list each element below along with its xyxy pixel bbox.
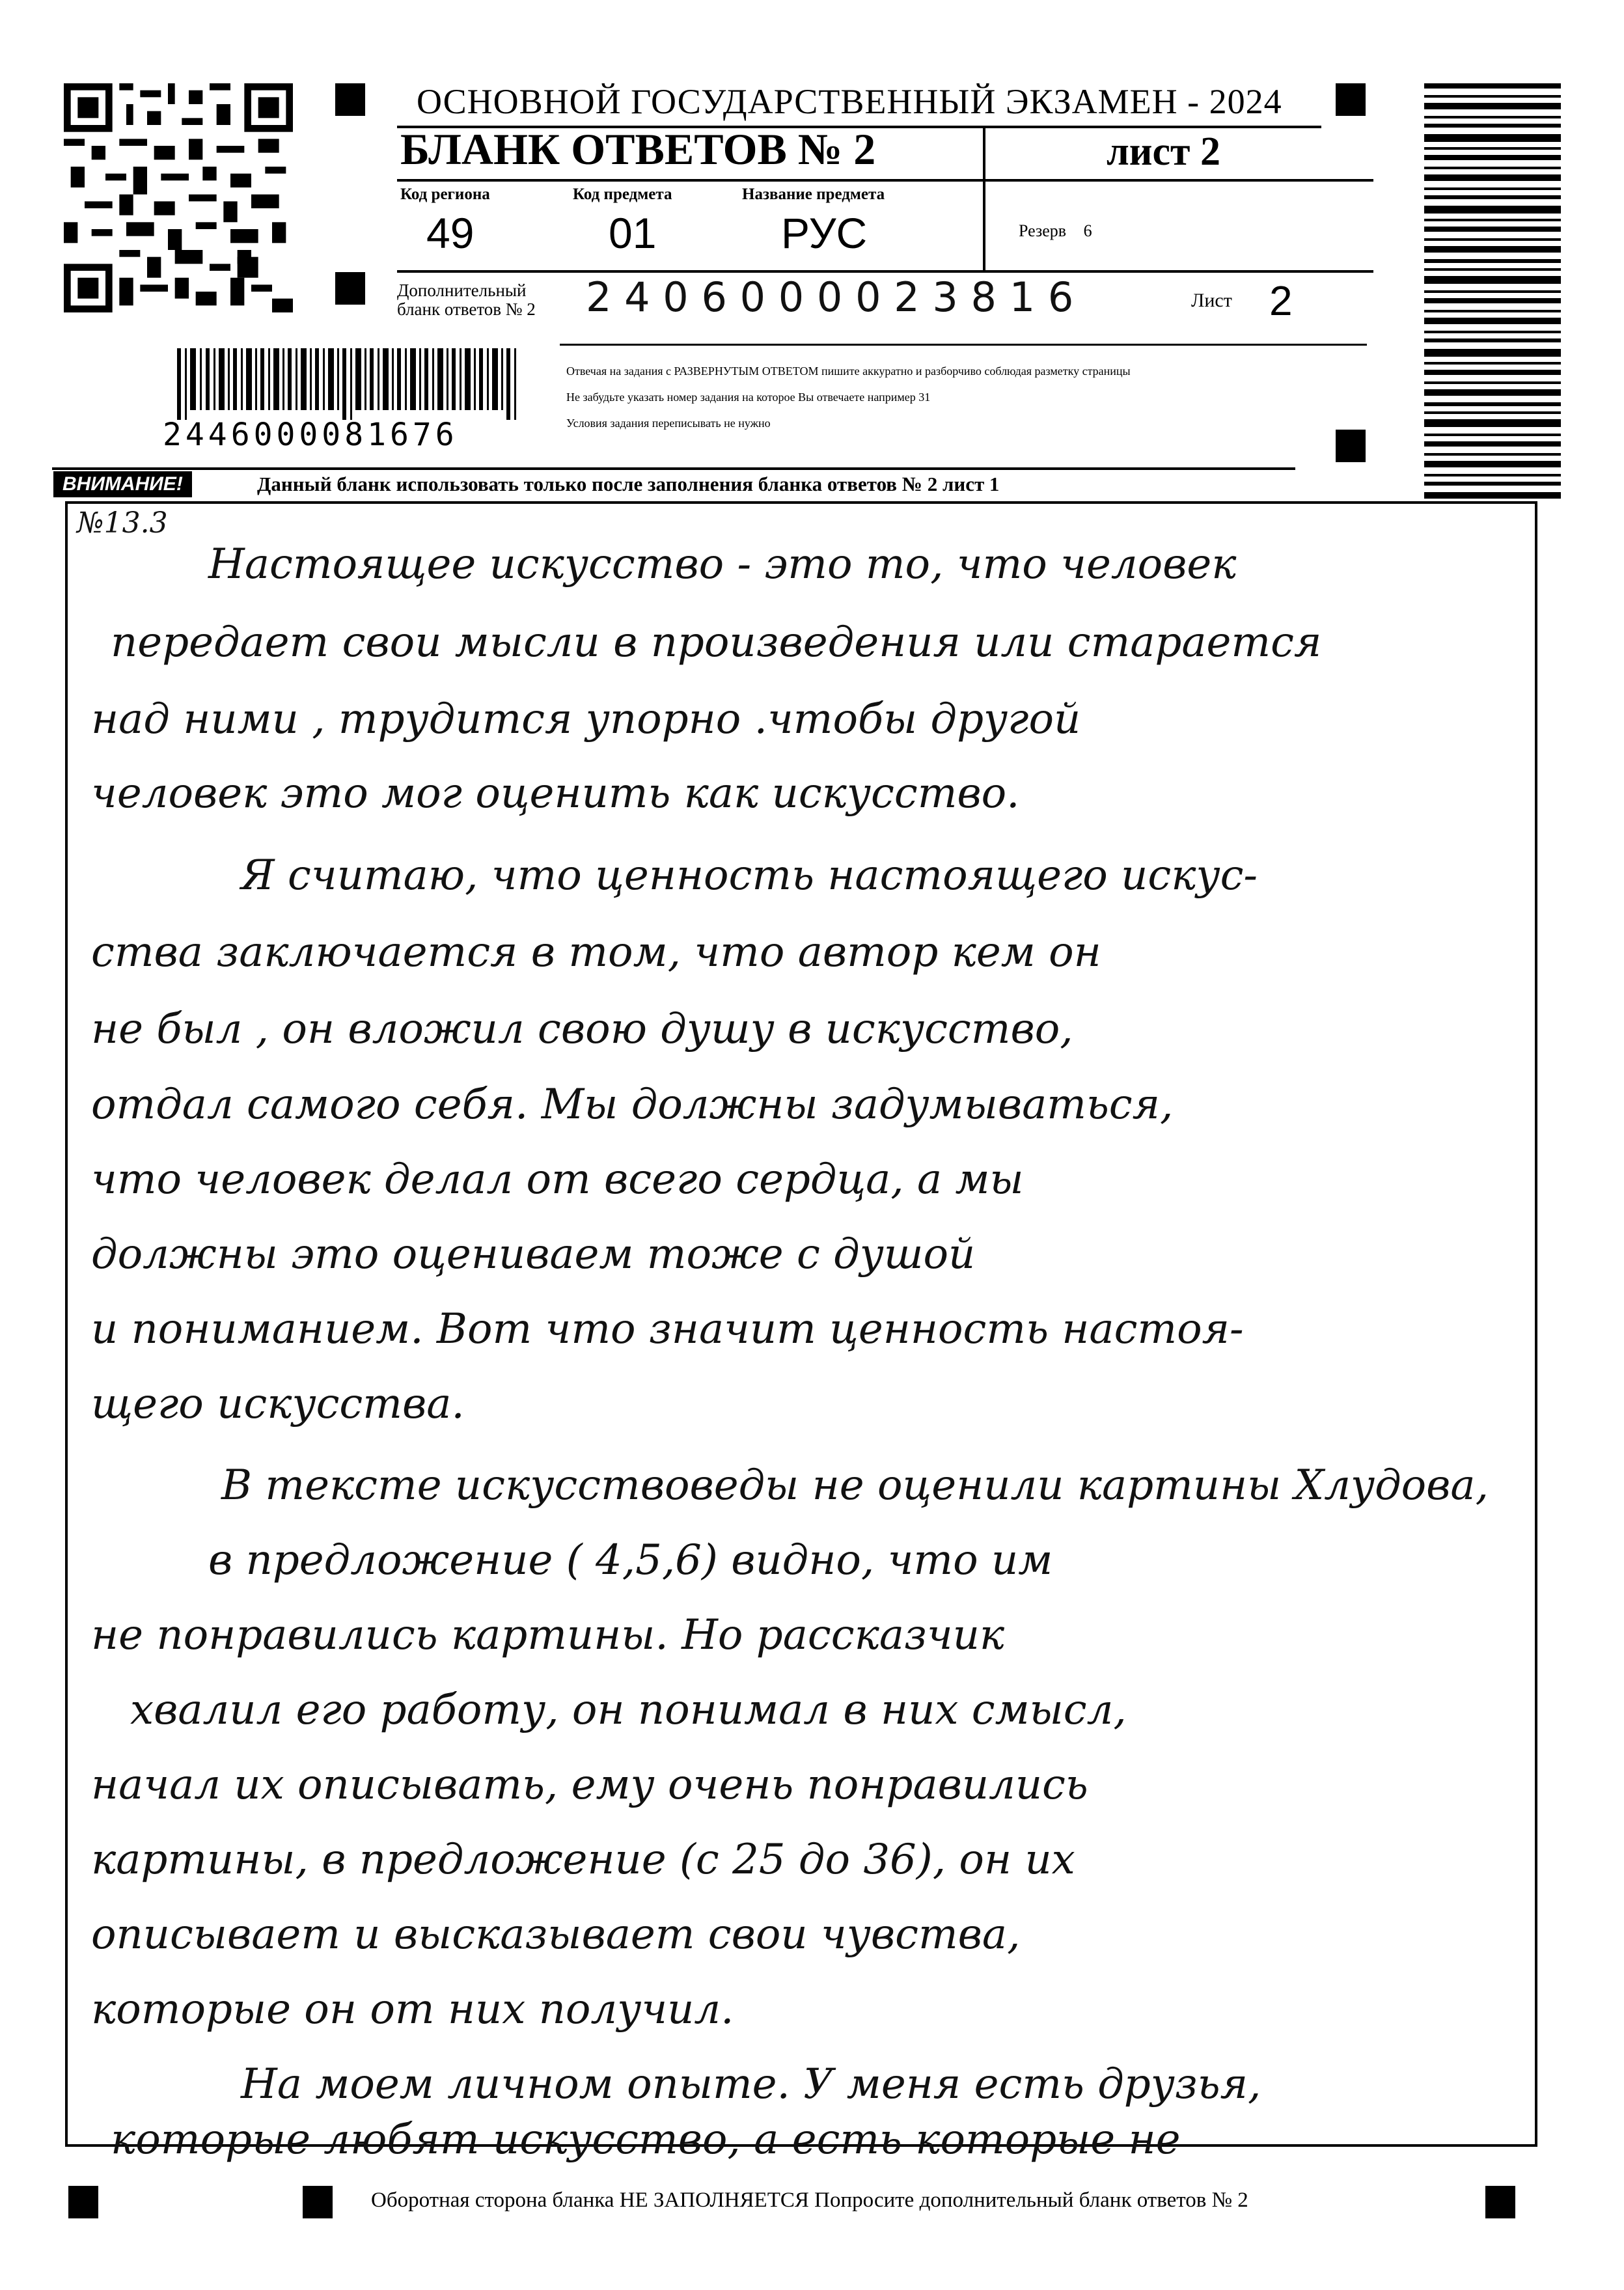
registration-mark xyxy=(68,2186,98,2218)
footer-text: Оборотная сторона бланка НЕ ЗАПОЛНЯЕТСЯ Попросите дополнительный бланк ответов № 2 xyxy=(371,2188,1248,2212)
registration-mark xyxy=(335,83,365,116)
registration-mark xyxy=(335,272,365,305)
answer-line: не был , он вложил свою душу в искусство, xyxy=(91,1005,1073,1053)
list-label xyxy=(1191,290,1232,312)
extra-blank-label xyxy=(397,281,536,319)
registration-mark xyxy=(1336,83,1366,116)
header-rule-4 xyxy=(560,344,1367,346)
answer-line: которые он от них получил. xyxy=(91,1985,734,2034)
region-label: Код региона xyxy=(400,186,490,203)
answer-line: В тексте искусствоведы не оценили картины Хлудова, xyxy=(221,1461,1489,1510)
instruction-3: Условия задания переписывать не нужно xyxy=(566,417,771,430)
side-barcode xyxy=(1424,83,1561,500)
region-value: 49 xyxy=(426,209,475,257)
registration-mark xyxy=(1336,430,1366,462)
notice-text: Данный бланк использовать только после заполнения бланка ответов № 2 лист 1 xyxy=(257,473,1000,495)
barcode-number: 2446000081676 xyxy=(163,417,458,453)
list-value: 2 xyxy=(1269,277,1293,324)
task-number: №13.3 xyxy=(77,506,168,540)
answer-line: Я считаю, что ценность настоящего искус- xyxy=(241,851,1258,900)
answer-line: что человек делал от всего сердца, а мы xyxy=(91,1155,1024,1204)
list-label-text: Лист xyxy=(1191,290,1232,311)
answer-line: и пониманием. Вот что значит ценность настоя- xyxy=(91,1305,1244,1353)
registration-mark xyxy=(1485,2186,1515,2218)
extra-blank-label-1: Дополнительный xyxy=(397,281,527,300)
page-barcode xyxy=(177,348,529,420)
registration-mark xyxy=(303,2186,333,2218)
exam-title: ОСНОВНОЙ ГОСУДАРСТВЕННЫЙ ЭКЗАМЕН - 2024 xyxy=(417,82,1282,121)
answer-line: которые любят искусство, а есть которые не xyxy=(111,2116,1181,2164)
blank-title: БЛАНК ОТВЕТОВ № 2 xyxy=(400,124,876,174)
qr-code xyxy=(64,83,293,312)
answer-line: описывает и высказывает свои чувства, xyxy=(91,1911,1021,1959)
answer-line: не понравились картины. Но рассказчик xyxy=(91,1611,1005,1659)
answer-line: человек это мог оценить как искусство. xyxy=(91,769,1020,818)
sheet-label: лист 2 xyxy=(1107,130,1220,174)
answer-line: передает свои мысли в произведения или старается xyxy=(111,618,1322,667)
answer-line: хвалил его работу, он понимал в них смысл, xyxy=(130,1686,1127,1734)
answer-line: над ними , трудится упорно .чтобы другой xyxy=(91,695,1081,743)
answer-line: начал их описывать, ему очень понравились xyxy=(91,1761,1088,1809)
instruction-1: Отвечая на задания с РАЗВЕРНУТЫМ ОТВЕТОМ пишите аккуратно и разборчиво соблюдая разметку страницы xyxy=(566,365,1131,378)
answer-line: щего искусства. xyxy=(91,1380,465,1428)
notice-rule xyxy=(52,467,1295,470)
answer-line: На моем личном опыте. У меня есть друзья, xyxy=(241,2060,1261,2108)
subject-code-label: Код предмета xyxy=(573,186,672,203)
answer-line: ства заключается в том, что автор кем он xyxy=(91,928,1101,976)
header-rule-2 xyxy=(397,179,1373,182)
subject-name-label: Название предмета xyxy=(742,186,885,203)
reserve-label xyxy=(1019,221,1092,241)
answer-line: Настоящее искусство - это то, что человек xyxy=(208,540,1237,588)
subject-code-value: 01 xyxy=(609,209,657,257)
header-rule-3 xyxy=(397,270,1373,273)
notice-badge: ВНИМАНИЕ! xyxy=(53,471,192,497)
reserve-label-text: Резерв xyxy=(1019,221,1067,240)
extra-blank-number: 2 4 0 6 0 0 0 0 2 3 8 1 6 xyxy=(586,273,1074,321)
answer-line: должны это оцениваем тоже с душой xyxy=(91,1230,976,1278)
answer-line: отдал самого себя. Мы должны задумываться, xyxy=(91,1081,1174,1129)
subject-name-value: РУС xyxy=(781,209,868,257)
reserve-value: 6 xyxy=(1083,221,1092,240)
answer-line: картины, в предложение (с 25 до 36), он их xyxy=(91,1836,1075,1884)
header-divider xyxy=(983,126,985,272)
instruction-2: Не забудьте указать номер задания на которое Вы отвечаете например 31 xyxy=(566,391,931,404)
answer-line: в предложение ( 4,5,6) видно, что им xyxy=(208,1536,1053,1584)
extra-blank-label-2: бланк ответов № 2 xyxy=(397,299,536,319)
